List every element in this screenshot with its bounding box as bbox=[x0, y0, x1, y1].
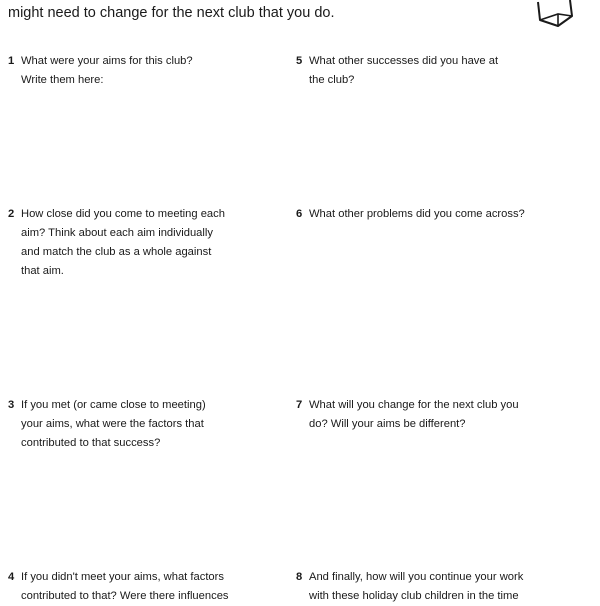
question-text: And finally, how will you continue your work with these holiday club children in the time bbox=[309, 571, 524, 602]
question-text: What were your aims for this club? Write them here: bbox=[21, 55, 193, 86]
question-number: 4 bbox=[8, 571, 15, 583]
question-number: 5 bbox=[296, 55, 303, 67]
question-number: 2 bbox=[8, 208, 15, 220]
question-number: 1 bbox=[8, 55, 15, 67]
question-number: 3 bbox=[8, 399, 15, 411]
question-text: If you didn't meet your aims, what factors contributed to that? Were there influences bbox=[21, 571, 229, 602]
question-number: 6 bbox=[296, 208, 303, 220]
question-text: If you met (or came close to meeting) your aims, what were the factors that contributed to that success? bbox=[21, 399, 206, 449]
question-text: What other successes did you have at the club? bbox=[309, 55, 499, 86]
question-text: How close did you come to meeting each aim? Think about each aim individually and match the club as a whole against that aim. bbox=[21, 208, 225, 277]
question-text: What will you change for the next club you do? Will your aims be different? bbox=[309, 399, 519, 430]
question-number: 7 bbox=[296, 399, 303, 411]
question-number: 8 bbox=[296, 571, 303, 583]
box-icon bbox=[534, 0, 578, 30]
question-text: What other problems did you come across? bbox=[309, 208, 525, 220]
intro-text: might need to change for the next club that you do. bbox=[8, 5, 335, 21]
